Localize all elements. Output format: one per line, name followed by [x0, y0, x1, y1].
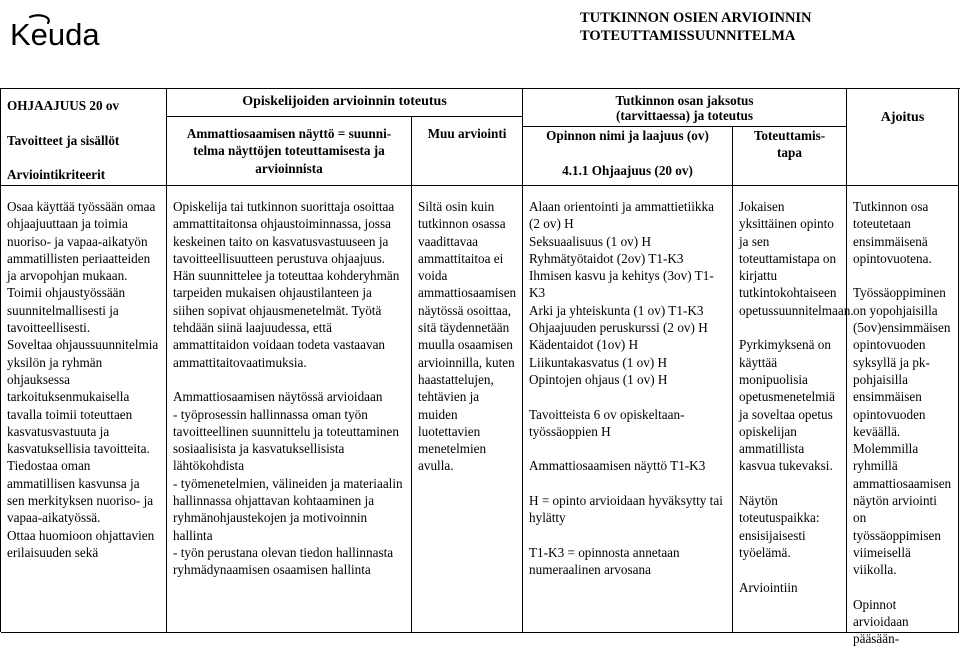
body-course-list: Alaan orientointi ja ammattietiikka (2 ov) H Seksuaalisuus (1 ov) H Ryhmätyötaidot (2ov) T1-K3 Ihmisen kasvu ja kehitys (3ov) T1-K3 Arki ja yhteiskunta (1 ov) T1-K3 Ohjaajuuden peruskurssi (2 ov) H Kädentaidot (1ov) H Liikuntakasvatus (1 ov) H Opintojen ohjaus (1 ov) H Tavoitteista 6 ov opiskeltaan-työssäoppien H Ammattiosaamisen näyttö T1-K3 H = opinto arvioidaan hyväksytty tai hylätty T1-K3 = opinnosta annetaan numeraalinen arvosana	[523, 186, 733, 633]
keuda-logo-text: Keuda	[10, 17, 100, 52]
body-other-assessment: Siltä osin kuin tutkinnon osassa vaadittavaa ammattitaitoa ei voida ammattiosaamisen näytössä osoittaa, sitä täydennetään muulla osaamisen arvioinnilla, kuten haastattelujen, tehtävien ja muiden luotettavien menetelmien avulla.	[412, 186, 523, 633]
body-timing: Tutkinnon osa toteutetaan ensimmäisenä opintovuotena. Työssäoppiminen on yopohjaisilla (5ov)ensimmäisen opintovuoden syksyllä ja pk-pohjaisilla ensimmäisen opintovuoden keväällä. Molemmilla ryhmillä ammattiosaamisen näytön arviointi on työssäoppimisen viimeisellä viikolla. Opinnot arvioidaan pääsään-	[847, 186, 959, 633]
header-objectives-criteria: OHJAAJUUS 20 ov Tavoitteet ja sisällöt Arviointikriteerit	[1, 89, 167, 186]
evaluation-table	[0, 88, 960, 647]
header-competence-demonstration: Ammattiosaamisen näyttö = suunni- telma näyttöjen toteuttamisesta ja arvioinnista	[167, 117, 412, 186]
header-assessment-implementation: Opiskelijoiden arvioinnin toteutus	[167, 89, 523, 117]
header-timing: Ajoitus	[847, 89, 959, 186]
header-course-name: Opinnon nimi ja laajuus (ov) 4.1.1 Ohjaajuus (20 ov)	[523, 127, 733, 186]
body-implementation-method: Jokaisen yksittäinen opinto ja sen toteuttamistapa on kirjattu tutkintokohtaiseen opetussuunnitelmaan. Pyrkimyksenä on käyttää monipuolisia opetusmenetelmiä ja soveltaa opetus opiskelijan ammatillista kasvua tukevaksi. Näytön toteutuspaikka: ensisijaisesti työelämä. Arviointiin	[733, 186, 847, 633]
body-objectives-criteria: Osaa käyttää työssään omaa ohjaajuuttaan ja toimia nuoriso- ja vapaa-aikatyön ammatillisten periaatteiden ja arvopohjan mukaan. Toimii ohjaustyössään suunnitelmallisesti ja tavoitteellisesti. Soveltaa ohjaussuunnitelmia yksilön ja ryhmän ohjauksessa tarkoituksenmukaisella tavalla toimii toteuttaen kasvatusvastuuta ja kasvatuksellisia tavoitteita. Tiedostaa oman ammatillisen kasvunsa ja sen merkityksen nuoriso- ja vapaa-aikatyössä. Ottaa huomioon ohjattavien erilaisuuden sekä	[1, 186, 167, 633]
keuda-logo	[10, 14, 140, 57]
body-competence-demonstration: Opiskelija tai tutkinnon suorittaja osoittaa ammattitaitonsa ohjaustoiminnassa, jossa keskeinen taito on kasvatusvastuuseen ja tavoitteellisuutteen perustuva ohjaajuus. Hän suunnittelee ja toteuttaa kohderyhmän tarpeiden mukaisen ohjaustilanteen ja siihen sopivat ohjausmenetelmät. Työtä tehdään siinä laajuudessa, että ammattitaidon voidaan todeta vastaavan ammattitaitovaatimuksia. Ammattiosaamisen näytössä arvioidaan - työprosessin hallinnassa oman työn tavoitteellinen suunnittelu ja toteuttaminen sosiaalisista ja kasvatuksellisista lähtökohdista - työmenetelmien, välineiden ja materiaalin hallinnassa ohjattavan kohtaaminen ja ryhmänohjaustekojen ja motivoinnin hallinta - työn perustana olevan tiedon hallinnasta ryhmädynaamisen osaamisen hallinta	[167, 186, 412, 633]
header-scheduling: Tutkinnon osan jaksotus (tarvittaessa) ja toteutus	[523, 89, 847, 127]
document-title: TUTKINNON OSIEN ARVIOINNIN TOTEUTTAMISSUUNNITELMA	[580, 10, 812, 44]
keuda-logo-mark	[10, 14, 140, 52]
header-implementation-method: Toteuttamis- tapa	[733, 127, 847, 186]
header-other-assessment: Muu arviointi	[412, 117, 523, 186]
